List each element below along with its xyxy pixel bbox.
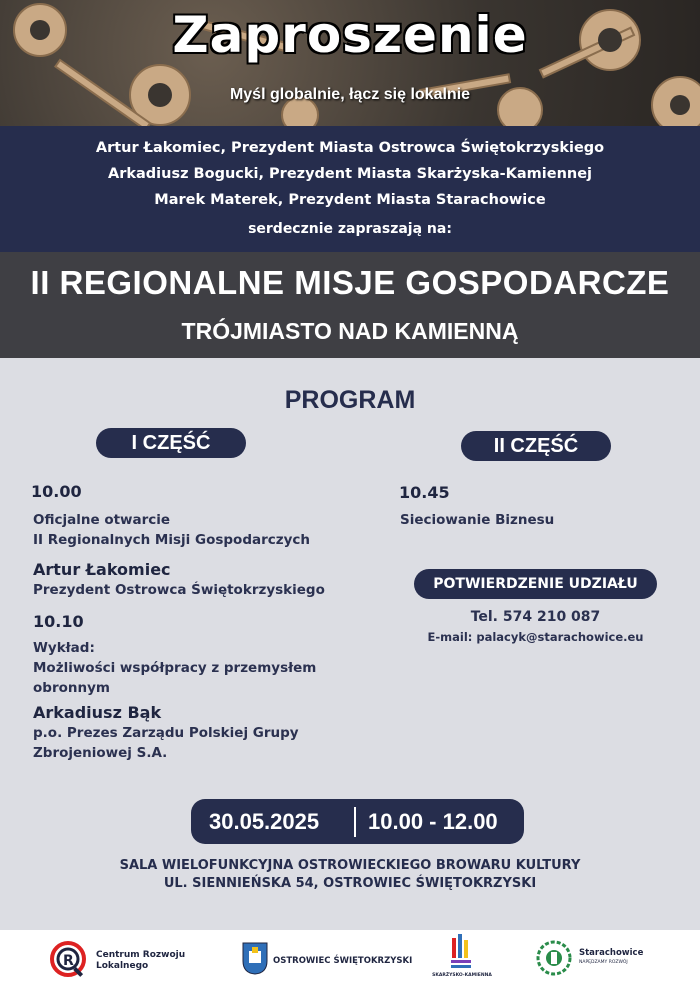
speaker-2-name: Arkadiusz Bąk bbox=[33, 703, 162, 722]
event-hours: 10.00 - 12.00 bbox=[368, 809, 498, 834]
crl-logo-line1: Centrum Rozwoju bbox=[96, 950, 186, 960]
crl-logo-line2: Lokalnego bbox=[96, 961, 149, 971]
event-subtitle: TRÓJMIASTO NAD KAMIENNĄ bbox=[181, 318, 519, 344]
page-title: Zaproszenie bbox=[172, 6, 528, 64]
part-2-badge: II CZĘŚĆ bbox=[461, 431, 611, 461]
program-heading: PROGRAM bbox=[284, 386, 416, 414]
svg-text:R: R bbox=[63, 953, 74, 969]
part1-item1-line2: II Regionalnych Misji Gospodarczych bbox=[33, 532, 311, 548]
event-banner bbox=[0, 252, 700, 358]
host-line-2: Arkadiusz Bogucki, Prezydent Miasta Skarżyska-Kamiennej bbox=[107, 166, 593, 182]
speaker-2-role-line2: Zbrojeniowej S.A. bbox=[33, 745, 168, 761]
date-time-bar bbox=[191, 799, 524, 844]
part1-time-1: 10.00 bbox=[31, 482, 82, 501]
skarzysko-logo-icon bbox=[449, 934, 475, 970]
speaker-2-role-line1: p.o. Prezes Zarządu Polskiej Grupy bbox=[33, 725, 299, 741]
skarzysko-logo-text: SKARŻYSKO-KAMIENNA bbox=[432, 973, 492, 978]
hosts-section bbox=[0, 126, 700, 252]
starachowice-logo-icon bbox=[534, 938, 574, 978]
starachowice-logo-line2: NAPĘDZAMY ROZWÓJ bbox=[579, 960, 628, 965]
page-subtitle: Myśl globalnie, łącz się lokalnie bbox=[229, 86, 471, 103]
ostrowiec-coat-of-arms-icon bbox=[241, 941, 269, 975]
host-line-3: Marek Materek, Prezydent Miasta Starachowice bbox=[154, 192, 546, 208]
part1-item2-line2: Możliwości współpracy z przemysłem bbox=[33, 660, 317, 676]
event-title: II REGIONALNE MISJE GOSPODARCZE bbox=[30, 264, 670, 301]
part1-item2-line1: Wykład: bbox=[33, 640, 95, 656]
venue-line-1: SALA WIELOFUNKCYJNA OSTROWIECKIEGO BROWARU KULTURY bbox=[119, 858, 581, 873]
contact-email[interactable]: E-mail: palacyk@starachowice.eu bbox=[427, 630, 644, 644]
part1-item1-line1: Oficjalne otwarcie bbox=[33, 512, 171, 528]
confirm-attendance-button[interactable]: POTWIERDZENIE UDZIAŁU bbox=[414, 569, 657, 599]
part-1-badge: I CZĘŚĆ bbox=[96, 428, 246, 458]
contact-phone[interactable]: Tel. 574 210 087 bbox=[470, 609, 601, 625]
hero-banner bbox=[0, 0, 700, 126]
venue-line-2: UL. SIENNIEŃSKA 54, OSTROWIEC ŚWIĘTOKRZYSKI bbox=[163, 876, 537, 891]
part1-item2-line3: obronnym bbox=[33, 680, 110, 696]
speaker-1-name: Artur Łakomiec bbox=[33, 560, 171, 579]
part2-item-1: Sieciowanie Biznesu bbox=[400, 512, 555, 528]
part1-time-2: 10.10 bbox=[33, 612, 84, 631]
event-date: 30.05.2025 bbox=[209, 809, 320, 834]
invite-text: serdecznie zapraszają na: bbox=[248, 221, 452, 237]
date-separator bbox=[354, 807, 356, 837]
ostrowiec-logo-text: OSTROWIEC ŚWIĘTOKRZYSKI bbox=[273, 956, 413, 966]
speaker-1-role: Prezydent Ostrowca Świętokrzyskiego bbox=[33, 582, 325, 598]
host-line-1: Artur Łakomiec, Prezydent Miasta Ostrowca Świętokrzyskiego bbox=[95, 140, 605, 156]
crl-logo-icon bbox=[48, 939, 90, 979]
footer-logos bbox=[0, 930, 700, 987]
part2-time-1: 10.45 bbox=[399, 483, 450, 502]
starachowice-logo-line1: Starachowice bbox=[579, 948, 644, 958]
